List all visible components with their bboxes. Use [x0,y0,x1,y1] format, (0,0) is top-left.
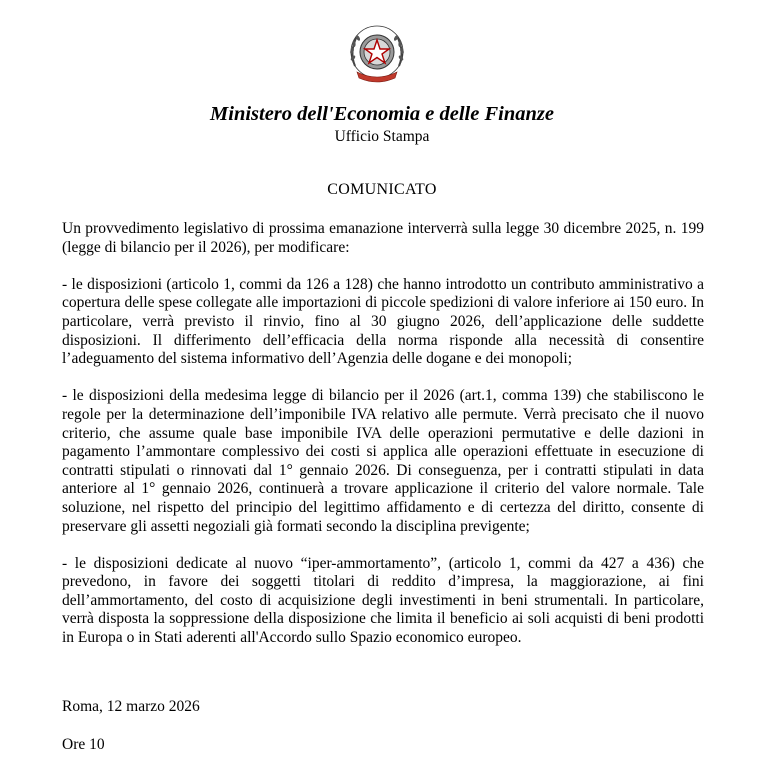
document-heading: COMUNICATO [327,181,437,198]
ministry-name: Ministero dell'Economia e delle Finanze [210,103,554,125]
place-date: Roma, 12 marzo 2026 [62,698,200,715]
paragraph-iva-permute: - le disposizioni della medesima legge di bilancio per il 2026 (art.1, comma 139) che stabiliscono le regole per la determinazione dell’imponibile IVA relativo alle permute. Verrà precisato che il nuovo criterio, che assume quale base imponibile IVA delle operazioni permutative e delle dazioni in pagamento l’ammontare complessivo dei costi si applica alle operazioni effettuate in esecuzione di contratti stipulati o rinnovati dal 1° gennaio 2026. Di conseguenza, per i contratti stipulati in data anteriore al 1° gennaio 2026, continuerà a trovare applicazione il criterio del valore normale. Tale soluzione, nel rispetto del principio del legittimo affidamento e di certezza del diritto, consente di preservare gli assetti negoziali già formati secondo la disciplina previgente; [62,387,704,535]
document-body [62,220,704,666]
closing-block [62,697,200,755]
intro-paragraph: Un provvedimento legislativo di prossima emanazione interverrà sulla legge 30 dicembre 2025, n. 199 (legge di bilancio per il 2026), per modificare: [62,220,704,256]
office-name: Ufficio Stampa [334,128,430,145]
release-time: Ore 10 [62,736,105,753]
paragraph-iper-ammortamento: - le disposizioni dedicate al nuovo “iper-ammortamento”, (articolo 1, commi da 427 a 436) che prevedono, in favore dei soggetti titolari di reddito d’impresa, la maggiorazione, ai fini dell’ammortamento, del costo di acquisizione degli investimenti in beni strumentali. In particolare, verrà disposta la soppressione della disposizione che limita il beneficio ai soli acquisti di beni prodotti in Europa o in Stati aderenti all'Accordo sullo Spazio economico europeo. [62,554,704,647]
republic-emblem-icon [345,22,409,92]
paragraph-contributo: - le disposizioni (articolo 1, commi da 126 a 128) che hanno introdotto un contributo amministrativo a copertura delle spese collegate alle importazioni di piccole spedizioni di valore inferiore ai 150 euro. In particolare, verrà previsto il rinvio, fino al 30 giugno 2026, dell’applicazione delle suddette disposizioni. Il differimento dell’efficacia della norma risponde alla necessità di consentire l’adeguamento del sistema informativo dell’Agenzia delle dogane e dei monopoli; [62,275,704,368]
